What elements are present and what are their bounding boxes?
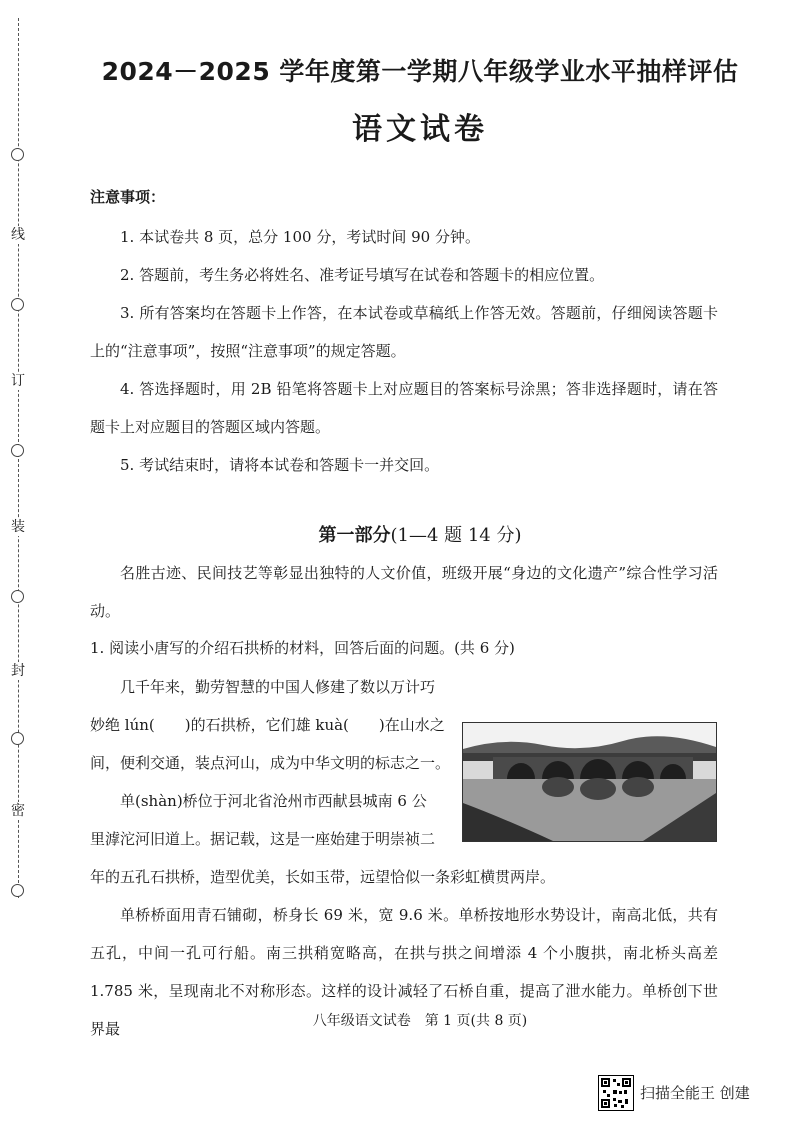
page-footer: 八年级语文试卷 第 1 页(共 8 页): [312, 1013, 528, 1029]
margin-circle: [11, 732, 24, 745]
notice-item-2: 2. 答题前，考生务必将姓名、准考证号填写在试卷和答题卡的相应位置。: [120, 266, 605, 284]
margin-mark-mi: 密: [8, 802, 28, 820]
stone-bridge-photo: [462, 722, 717, 842]
margin-mark-ding: 订: [8, 372, 28, 390]
notice-item-5: 5. 考试结束时，请将本试卷和答题卡一并交回。: [120, 456, 440, 474]
margin-circle: [11, 590, 24, 603]
margin-mark-zhuang: 装: [8, 518, 28, 536]
notice-item-3: 3. 所有答案均在答题卡上作答，在本试卷或草稿纸上作答无效。答题前，仔细阅读答题卡上的“注意事项”，按照“注意事项”的规定答题。: [90, 304, 718, 360]
passage-line-5: 里滹沱河旧道上。据记载，这是一座始建于明崇祯二: [90, 830, 436, 848]
passage-line-2: 妙绝 lún( )的石拱桥，它们雄 kuà( )在山水之: [90, 716, 445, 734]
passage-line-1: 几千年来，勤劳智慧的中国人修建了数以万计巧: [120, 678, 436, 696]
exam-subtitle: 语文试卷: [352, 112, 488, 147]
margin-circle: [11, 444, 24, 457]
part1-range: (1—4 题 14 分): [390, 525, 522, 546]
passage-paragraph-2: 单桥桥面用青石铺砌，桥身长 69 米，宽 9.6 米。单桥按地形水势设计，南高北低，共有五孔，中间一孔可行船。南三拱稍宽略高，在拱与拱之间增添 4 个小腹拱，南北桥头高差 1.785 米，呈现南北不对称形态。这样的设计减轻了石桥自重，提高了泄水能力。单桥创下世界最: [90, 906, 718, 1038]
passage-line-4: 单(shàn)桥位于河北省沧州市西献县城南 6 公: [120, 792, 427, 810]
part1-intro: 名胜古迹、民间技艺等彰显出独特的人文价值，班级开展“身边的文化遗产”综合性学习活动。: [90, 564, 718, 620]
margin-circle: [11, 298, 24, 311]
part1-heading: [60, 521, 780, 547]
exam-title: 2024－2025 学年度第一学期八年级学业水平抽样评估: [101, 57, 739, 86]
passage-line-6: 年的五孔石拱桥，造型优美，长如玉带，远望恰似一条彩虹横贯两岸。: [90, 868, 556, 886]
margin-mark-feng: 封: [8, 662, 28, 680]
margin-circle: [11, 884, 24, 897]
notice-item-1: 1. 本试卷共 8 页，总分 100 分，考试时间 90 分钟。: [120, 228, 480, 246]
part1-title: 第一部分: [318, 525, 391, 546]
qr-code-icon: [598, 1075, 634, 1111]
scanner-watermark: 扫描全能王 创建: [640, 1084, 750, 1102]
margin-mark-xian: 线: [8, 226, 28, 244]
notice-item-4: 4. 答选择题时，用 2B 铅笔将答题卡上对应题目的答案标号涂黑；答非选择题时，请在答题卡上对应题目的答题区域内答题。: [90, 380, 718, 436]
margin-circle: [11, 148, 24, 161]
passage-line-3: 间，便利交通，装点河山，成为中华文明的标志之一。: [90, 754, 451, 772]
notice-heading: 注意事项：: [90, 188, 166, 206]
question-1-prompt: 1. 阅读小唐写的介绍石拱桥的材料，回答后面的问题。(共 6 分): [90, 639, 515, 657]
